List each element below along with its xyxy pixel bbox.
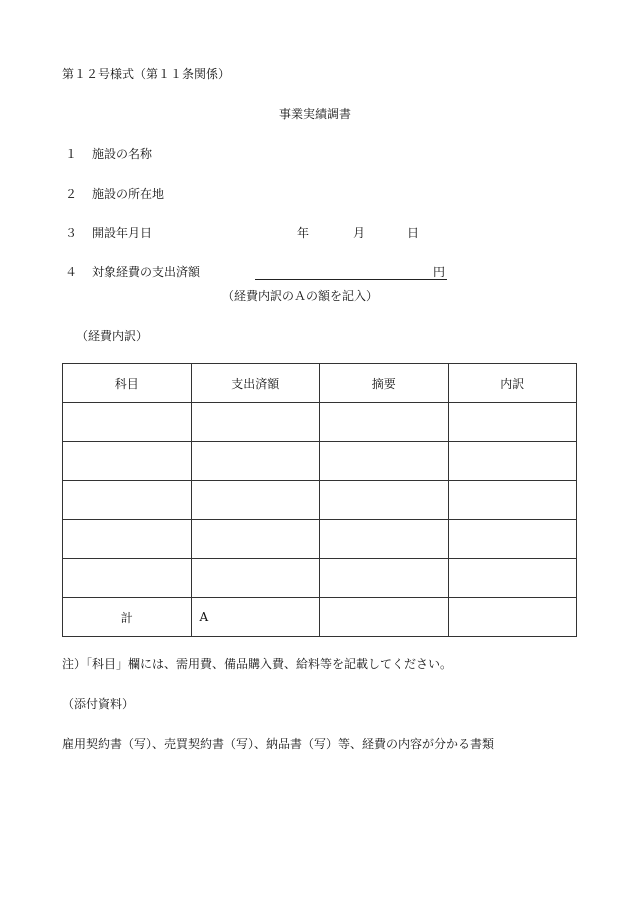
table-cell: [63, 403, 192, 442]
breakdown-label: （経費内訳）: [76, 329, 149, 343]
table-cell: [320, 442, 449, 481]
header-subject: 科目: [63, 364, 192, 403]
table-row: [63, 481, 577, 520]
attachments-text: 雇用契約書（写）、売買契約書（写）、納品書（写）等、経費の内容が分かる書類: [62, 737, 495, 751]
table-cell: [448, 520, 577, 559]
table-row: [63, 520, 577, 559]
amount-underline: [255, 279, 447, 280]
document-title: 事業実績調書: [278, 107, 351, 121]
opening-date-label: 開設年月日: [92, 226, 153, 240]
table-cell: [320, 598, 449, 637]
table-header-row: [63, 364, 577, 403]
table-row: [63, 403, 577, 442]
expense-amount-label: 対象経費の支出済額: [92, 265, 201, 279]
table-cell: [191, 442, 320, 481]
table-cell: [448, 598, 577, 637]
header-expenditure: 支出済額: [191, 364, 320, 403]
table-cell: [63, 481, 192, 520]
table-cell: [320, 481, 449, 520]
table-cell: [191, 481, 320, 520]
item-number-2: ２: [65, 187, 78, 201]
date-year-label: 年: [297, 226, 310, 240]
date-month-label: 月: [353, 226, 366, 240]
total-label: 計: [63, 598, 192, 637]
total-amount-marker: A: [191, 598, 320, 637]
header-summary: 摘要: [320, 364, 449, 403]
table-cell: [63, 520, 192, 559]
table-cell: [320, 403, 449, 442]
table-cell: [448, 403, 577, 442]
table-cell: [320, 559, 449, 598]
header-details: 内訳: [448, 364, 577, 403]
attachments-label: （添付資料）: [62, 697, 135, 711]
facility-address-label: 施設の所在地: [92, 187, 165, 201]
table-cell: [63, 442, 192, 481]
table-cell: [320, 520, 449, 559]
table-cell: [191, 403, 320, 442]
date-day-label: 日: [407, 226, 420, 240]
table-cell: [191, 559, 320, 598]
item-number-4: ４: [65, 265, 78, 279]
note-text: 注）「科目」欄には、需用費、備品購入費、給料等を記載してください。: [62, 657, 453, 671]
item-number-1: １: [65, 147, 78, 161]
table-row: [63, 442, 577, 481]
table-cell: [191, 520, 320, 559]
expense-breakdown-table: [62, 363, 577, 637]
facility-name-label: 施設の名称: [92, 147, 153, 161]
item-number-3: ３: [65, 226, 78, 240]
table-cell: [448, 481, 577, 520]
table-cell: [448, 559, 577, 598]
table-total-row: [63, 598, 577, 637]
amount-note: （経費内訳のＡの額を記入）: [222, 289, 379, 303]
form-number: 第１２号様式（第１１条関係）: [62, 67, 231, 81]
table-cell: [63, 559, 192, 598]
table-cell: [448, 442, 577, 481]
table-row: [63, 559, 577, 598]
amount-unit: 円: [433, 265, 446, 279]
